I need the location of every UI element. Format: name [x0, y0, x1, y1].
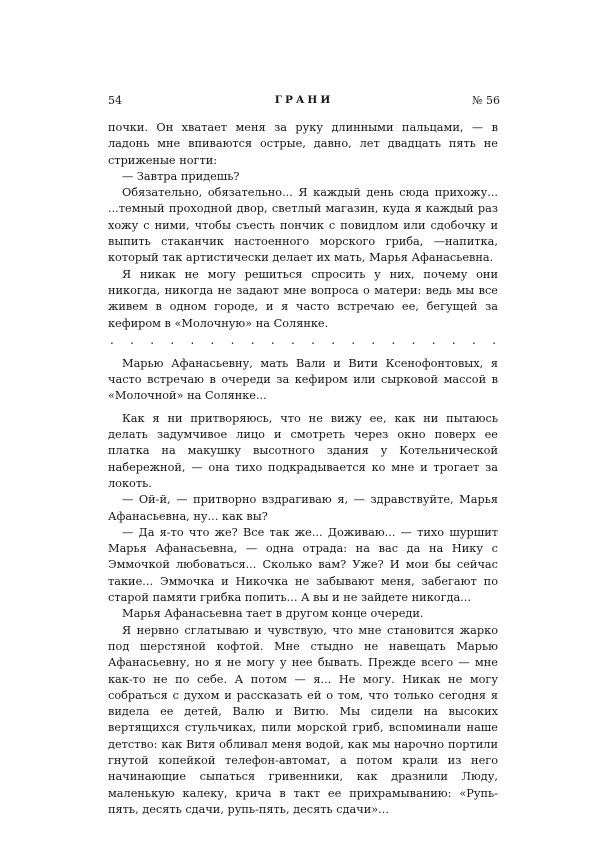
separator-dot: . [451, 332, 456, 347]
separator-dot: . [371, 332, 376, 347]
separator-dot: . [130, 332, 134, 347]
separator-dot: . [150, 332, 155, 347]
paragraph: Как я ни притворяюсь, что не вижу ее, как ни пытаюсь делать задумчивое лицо и смотреть через окно поверх ее платка на макушку высотного здания у Котельнической набережной, — она тихо подкрадывается ко мне и трогает за локоть. [108, 411, 498, 490]
issue-number: № 56 [472, 94, 500, 107]
paragraph: Марья Афанасьевна тает в другом конце очереди. [122, 607, 424, 621]
separator-dot: . [210, 332, 215, 347]
page-number: 54 [108, 94, 122, 107]
paragraph: Марью Афанасьевну, мать Вали и Вити Ксенофонтовых, я часто встречаю в очереди за кефиром или сырковой массой в «Молочной» на Солянке... [108, 356, 498, 403]
separator-dot: . [391, 332, 396, 347]
separator-dot: . [311, 332, 315, 347]
paragraph: Обязательно, обязательно... Я каждый день сюда прихожу... ...темный проходной двор, светлый магазин, куда я каждый раз хожу с ними, чтобы съесть пончик с повидлом или сдобочку и выпить стаканчик настоенного морского гриба, —напитка, который так артистически делает их мать, Марья Афанасьевна. [108, 186, 498, 265]
separator-dot: . [331, 332, 336, 347]
separator-dot: . [351, 332, 356, 347]
body-text [108, 120, 498, 818]
separator-dot: . [492, 332, 496, 347]
paragraph: почки. Он хватает меня за руку длинными пальцами, — в ладонь мне впиваются острые, давно, лет двадцать пять не стриженые ногти: [108, 121, 498, 167]
separator-dot: . [190, 332, 195, 347]
separator-dot: . [250, 332, 255, 347]
paragraph: — Завтра придешь? [122, 169, 240, 183]
separator-dot: . [170, 332, 175, 347]
separator-dot: . [411, 332, 416, 347]
paragraph: Я никак не могу решиться спросить у них, почему они никогда, никогда не задают мне вопроса о матери: ведь мы все живем в одном городе, и я часто встречаю ее, бегущей за кефиром в «Молочную» на Солянке. [108, 267, 498, 330]
paragraph: — Да я-то что же? Все так же... Доживаю... — тихо шуршит Марья Афанасьевна, — одна отрада: на вас да на Нику с Эммочкой любоваться... Сколько вам? Уже? И мои бы сейчас такие... Эммочка и Никочка не забывают меня, забегают по старой памяти грибка попить... А вы и не зайдете никогда... [108, 525, 498, 605]
separator-dot: . [290, 332, 295, 347]
running-head [108, 94, 500, 110]
separator-dot: . [110, 332, 114, 347]
separator-dot: . [431, 332, 436, 347]
journal-title: ГРАНИ [274, 94, 334, 106]
separator-dot: . [270, 332, 275, 347]
separator-dot: . [471, 332, 476, 347]
paragraph: — Ой-й, — притворно вздрагиваю я, — здравствуйте, Марья Афанасьевна, ну... как вы? [108, 493, 498, 523]
section-separator [108, 334, 498, 346]
separator-dot: . [230, 332, 235, 347]
paragraph: Я нервно сглатываю и чувствую, что мне становится жарко под шерстяной кофтой. Мне стыдно не навещать Марью Афанасьевну, но я не могу у нее бывать. Прежде всего — мне как-то не по себе. А потом — я... Не могу. Никак не могу собраться с духом и рассказать ей о том, что только сегодня я видела ее детей, Валю и Витю. Мы сидели на высоких вертящихся стульчиках, пили морской гриб, вспоминали наше детство: как Витя обливал меня водой, как мы нарочно портили гнутой копейкой телефон-автомат, а потом крали из него начинающие сыпаться гривенники, как дразнили Люду, маленькую калеку, крича в такт ее прихрамыванию: «Рупь-пять, десять сдачи, рупь-пять, десять сдачи»... [108, 623, 498, 816]
